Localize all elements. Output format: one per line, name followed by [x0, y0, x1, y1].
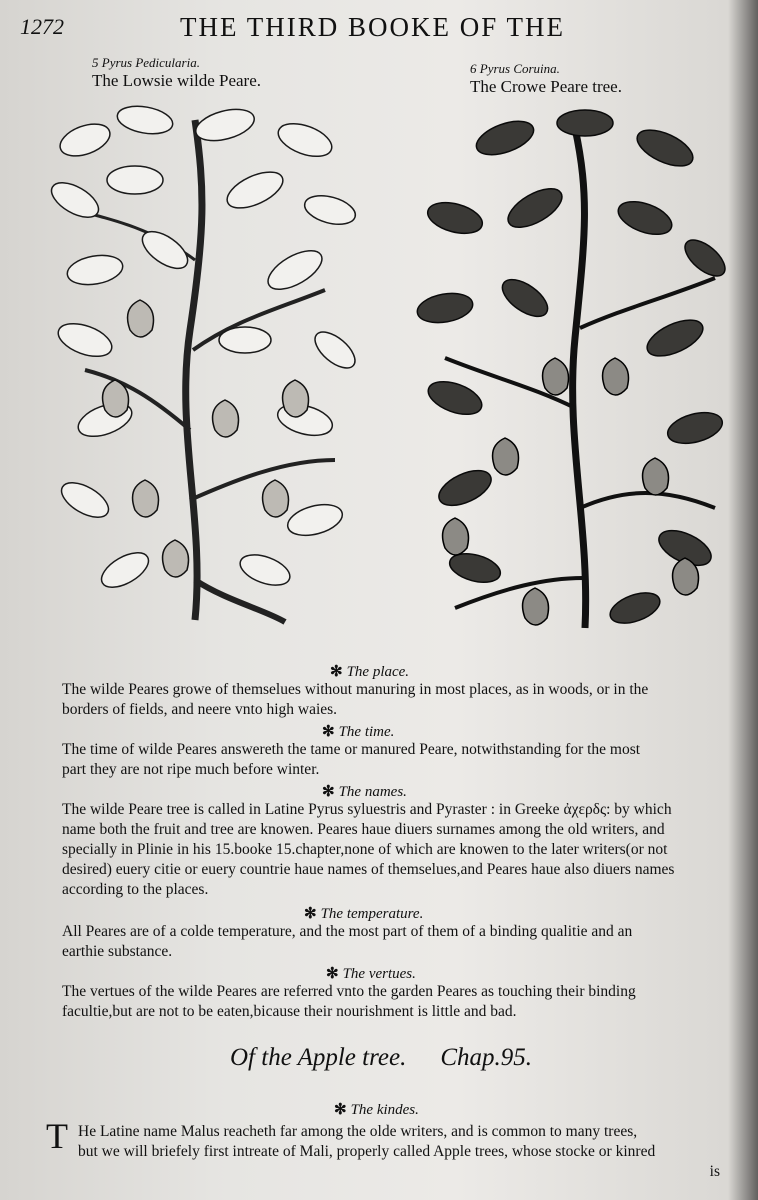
paragraph-names: The wilde Peare tree is called in Latine Pyrus syluestris and Pyraster : in Greeke ἀχερδς: by which name both the fruit and tree are knowen. Peares haue diuers surnames among the old writers, and specially in Plinie in his 15.booke 15.chapter,none of which are knowen to the later writers(or not desired) euery citie or euery countrie haue names of themselues,and Peares haue also diuers names according to the places.: [62, 801, 675, 898]
figure-6-latin-name: Pyrus Coruina.: [479, 61, 560, 76]
heading-vertues: ✻ The vertues.: [326, 966, 416, 982]
paragraph-kindes: He Latine name Malus reacheth far among the olde writers, and is common to many trees, but we will briefely first intreate of Mali, properly called Apple trees, whose stocke or kinred is: [78, 1123, 720, 1180]
chapter-name: Of the Apple tree.: [230, 1044, 407, 1071]
paragraph-vertues: The vertues of the wilde Peares are referred vnto the garden Peares as touching their binding facultie,but are not to be eaten,bicause their nourishment is little and bad.: [62, 983, 636, 1020]
paragraph-temperature: All Peares are of a colde temperature, and the most part of them of a binding qualitie and an earthie substance.: [62, 923, 633, 960]
page-number: 1272: [20, 14, 64, 39]
figure-5-caption: [92, 54, 261, 90]
chapter-number: Chap.95.: [440, 1044, 533, 1071]
figure-6-caption: [470, 60, 622, 96]
heading-kindes: ✻ The kindes.: [334, 1102, 419, 1118]
drop-cap: T: [46, 1116, 68, 1156]
figure-6-english-name: The Crowe Peare tree.: [470, 77, 622, 96]
woodcut-crowe-peare-tree: [415, 108, 730, 638]
figure-6-number: 6: [470, 61, 477, 76]
woodcut-lowsie-wilde-peare: [45, 100, 365, 630]
figure-5-number: 5: [92, 55, 99, 70]
heading-names: ✻ The names.: [322, 784, 407, 800]
figure-5-english-name: The Lowsie wilde Peare.: [92, 71, 261, 90]
heading-place: ✻ The place.: [330, 664, 410, 680]
heading-temperature: ✻ The temperature.: [304, 906, 424, 922]
heading-time: ✻ The time.: [322, 724, 395, 740]
running-head: THE THIRD BOOKE OF THE: [180, 12, 565, 42]
chapter-title: [230, 1044, 532, 1072]
figure-5-latin-name: Pyrus Pedicularia.: [101, 55, 200, 70]
paragraph-place: The wilde Peares growe of themselues without manuring in most places, as in woods, or in the borders of fields, and neere vnto high waies.: [62, 681, 649, 718]
page-edge-shadow: [728, 0, 758, 1200]
paragraph-time: The time of wilde Peares answereth the tame or manured Peare, notwithstanding for the most part they are not ripe much before winter.: [62, 741, 641, 778]
